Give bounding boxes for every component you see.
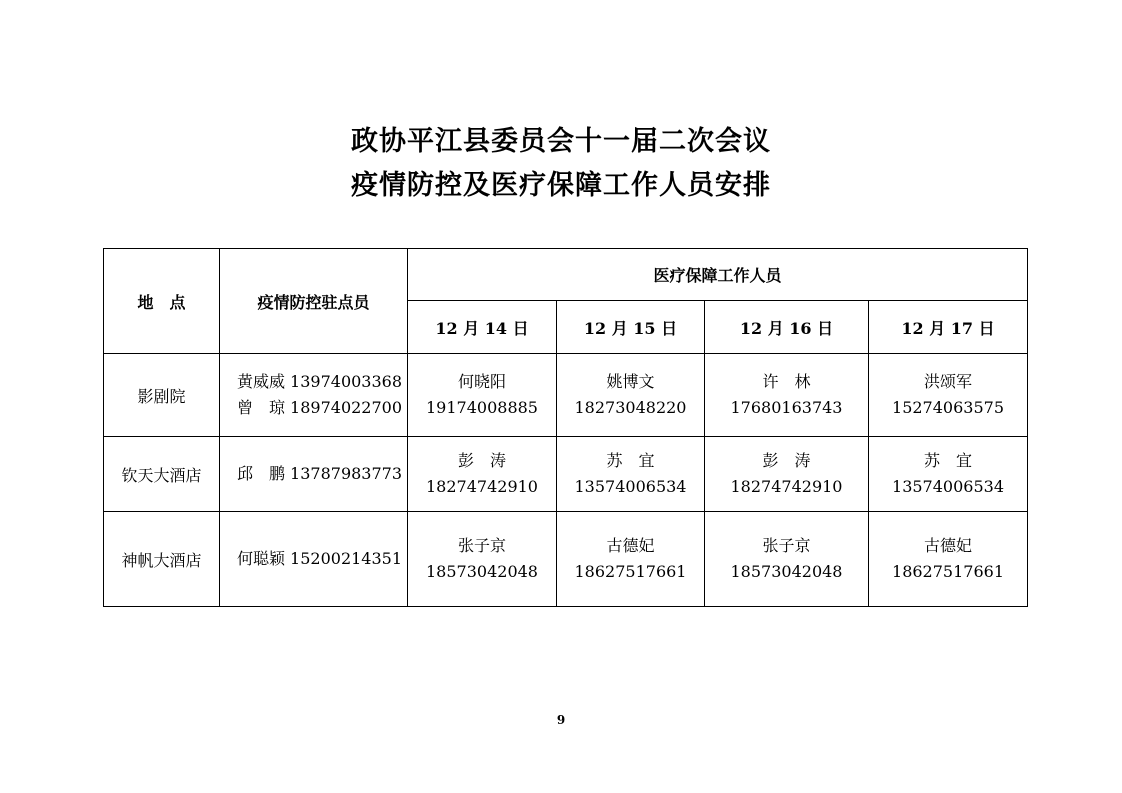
- header-medical: 医疗保障工作人员: [408, 249, 1028, 301]
- medical-cell: [557, 512, 705, 607]
- table-row: [104, 354, 1028, 437]
- header-station: 疫情防控驻点员: [220, 249, 408, 354]
- medical-name: 张子京: [457, 536, 506, 555]
- medical-phone: 18573042048: [730, 562, 843, 581]
- medical-name: 张子京: [762, 536, 811, 555]
- table-row: [104, 512, 1028, 607]
- location-cell: 神帆大酒店: [104, 512, 220, 607]
- station-cell: [220, 437, 408, 512]
- medical-phone: 18627517661: [892, 562, 1004, 581]
- medical-phone: 13574006534: [892, 477, 1004, 496]
- medical-name: 苏 宜: [606, 451, 655, 470]
- medical-cell: [869, 437, 1028, 512]
- medical-phone: 18274742910: [730, 477, 843, 496]
- station-cell: [220, 354, 408, 437]
- station-cell: [220, 512, 408, 607]
- medical-cell: [705, 512, 869, 607]
- header-date: 12 月 14 日: [408, 301, 557, 354]
- medical-cell: [408, 354, 557, 437]
- medical-phone: 18274742910: [426, 477, 538, 496]
- location-cell: 钦天大酒店: [104, 437, 220, 512]
- header-date: 12 月 16 日: [705, 301, 869, 354]
- medical-name: 古德妃: [606, 536, 655, 555]
- medical-name: 许 林: [762, 372, 811, 391]
- header-date: 12 月 15 日: [557, 301, 705, 354]
- title-line-2: 疫情防控及医疗保障工作人员安排: [351, 170, 771, 201]
- station-person: 何聪颖 15200214351: [236, 549, 403, 568]
- schedule-table: [103, 248, 1028, 607]
- station-person: 曾 琼 18974022700: [236, 398, 403, 417]
- page-number: 9: [556, 713, 566, 727]
- medical-phone: 18273048220: [574, 398, 687, 417]
- medical-cell: [557, 437, 705, 512]
- medical-cell: [705, 354, 869, 437]
- medical-name: 何晓阳: [457, 372, 506, 391]
- medical-name: 彭 涛: [457, 451, 506, 470]
- medical-name: 洪颂军: [924, 372, 973, 391]
- medical-phone: 19174008885: [426, 398, 538, 417]
- station-person: 邱 鹏 13787983773: [236, 464, 403, 483]
- medical-phone: 18627517661: [574, 562, 687, 581]
- medical-phone: 15274063575: [892, 398, 1004, 417]
- location-cell: 影剧院: [104, 354, 220, 437]
- medical-phone: 18573042048: [426, 562, 538, 581]
- medical-name: 苏 宜: [924, 451, 973, 470]
- header-date: 12 月 17 日: [869, 301, 1028, 354]
- medical-cell: [705, 437, 869, 512]
- medical-cell: [869, 354, 1028, 437]
- title-line-1: 政协平江县委员会十一届二次会议: [351, 126, 771, 157]
- medical-cell: [408, 512, 557, 607]
- station-person: 黄威威 13974003368: [236, 372, 403, 391]
- header-location: 地 点: [104, 249, 220, 354]
- medical-phone: 17680163743: [730, 398, 843, 417]
- medical-cell: [408, 437, 557, 512]
- medical-name: 古德妃: [924, 536, 973, 555]
- medical-cell: [869, 512, 1028, 607]
- medical-cell: [557, 354, 705, 437]
- medical-name: 彭 涛: [762, 451, 811, 470]
- medical-name: 姚博文: [606, 372, 655, 391]
- table-row: [104, 437, 1028, 512]
- medical-phone: 13574006534: [574, 477, 687, 496]
